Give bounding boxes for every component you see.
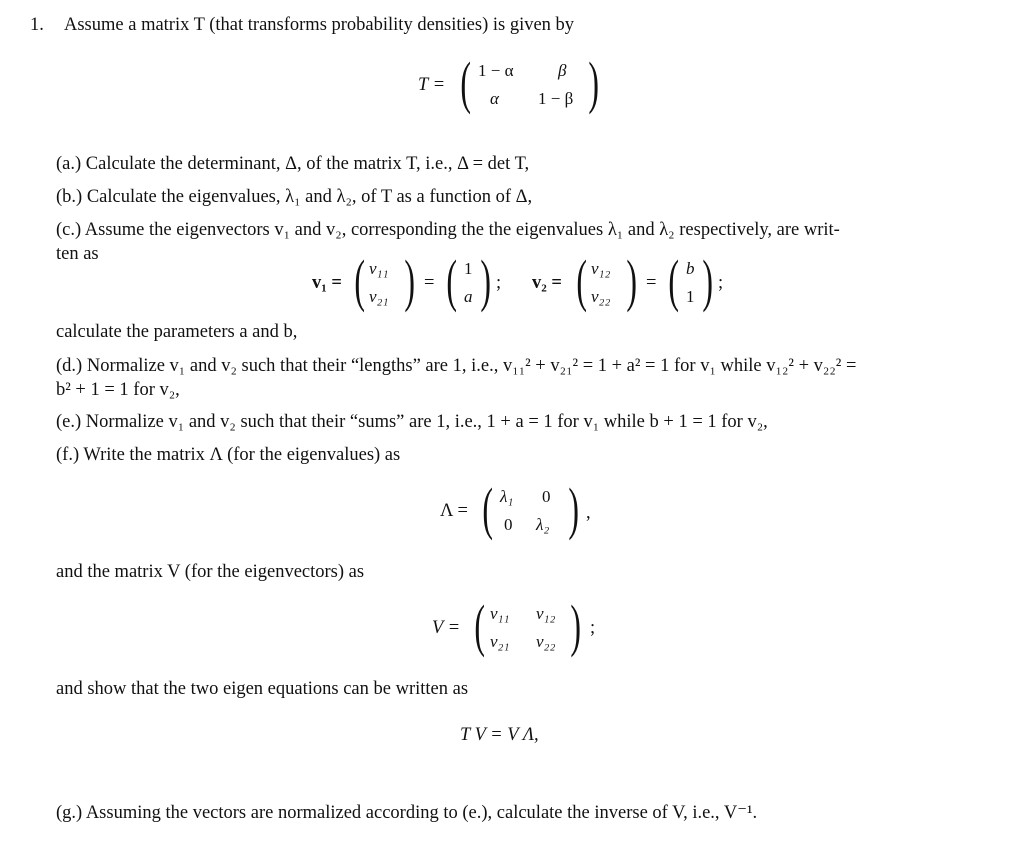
part-f-end: and show that the two eigen equations can be written as bbox=[56, 679, 469, 699]
matrix-lambda-a11: λ₁ bbox=[500, 487, 514, 506]
matrix-lambda-paren-open: ( bbox=[482, 476, 493, 541]
vector-v1-paren-open: ( bbox=[354, 248, 365, 313]
problem-intro: Assume a matrix T (that transforms probability densities) is given by bbox=[64, 15, 575, 35]
vector-v1-end: ; bbox=[496, 273, 502, 293]
part-d-line2: b² + 1 = 1 for v₂, bbox=[56, 380, 180, 400]
vector-v2-d1: b bbox=[686, 259, 695, 278]
part-f bbox=[56, 446, 400, 465]
vector-v1-d2: a bbox=[464, 287, 473, 306]
matrix-lambda-paren-close: ) bbox=[568, 476, 579, 541]
part-c-line2: ten as bbox=[56, 244, 99, 264]
part-c-line1 bbox=[56, 221, 840, 240]
part-e bbox=[56, 413, 768, 432]
part-a-label: (a.) bbox=[56, 154, 82, 174]
vector-v1-paren-close: ) bbox=[404, 248, 415, 313]
part-g bbox=[56, 804, 757, 823]
matrix-lambda-lhs: Λ = bbox=[440, 501, 468, 521]
part-f-label: (f.) bbox=[56, 445, 80, 465]
part-g-label: (g.) bbox=[56, 803, 83, 823]
problem-number: 1. bbox=[30, 15, 44, 35]
part-d-line1 bbox=[56, 357, 856, 376]
matrix-lambda-end: , bbox=[586, 503, 591, 523]
vector-v1-c2: v₂₁ bbox=[369, 287, 389, 306]
matrix-lambda-a12: 0 bbox=[542, 487, 551, 506]
matrix-v-a11: v₁₁ bbox=[490, 604, 510, 623]
vector-v2-paren2-close: ) bbox=[702, 248, 713, 313]
part-c-text: Assume the eigenvectors v₁ and v₂, corresponding the the eigenvalues λ₁ and λ₂ respectively, are writ- bbox=[84, 220, 840, 240]
matrix-v bbox=[432, 593, 612, 658]
matrix-t bbox=[418, 50, 608, 115]
matrix-v-a22: v₂₂ bbox=[536, 632, 556, 651]
part-f-text: Write the matrix Λ (for the eigenvalues) as bbox=[83, 445, 401, 465]
eigen-equation: T V = V Λ, bbox=[460, 725, 539, 745]
part-e-text: Normalize v₁ and v₂ such that their “sums” are 1, i.e., 1 + a = 1 for v₁ while b + 1 = 1 for v₂, bbox=[85, 412, 768, 432]
vector-v2-paren-close: ) bbox=[626, 248, 637, 313]
part-c-label: (c.) bbox=[56, 220, 82, 240]
vector-v2-c1: v₁₂ bbox=[591, 259, 611, 278]
part-b-label: (b.) bbox=[56, 187, 83, 207]
matrix-v-paren-close: ) bbox=[570, 593, 581, 658]
vector-v1-eq: = bbox=[424, 273, 435, 293]
matrix-lambda-a22: λ₂ bbox=[536, 515, 550, 534]
part-b bbox=[56, 188, 532, 207]
vector-v2 bbox=[532, 248, 724, 313]
vector-v2-paren-open: ( bbox=[576, 248, 587, 313]
part-d-text: Normalize v₁ and v₂ such that their “lengths” are 1, i.e., v₁₁² + v₂₁² = 1 + a² = 1 for v₁ while v₁₂² + v₂₂² = bbox=[86, 356, 857, 376]
matrix-v-a12: v₁₂ bbox=[536, 604, 556, 623]
vector-v1-d1: 1 bbox=[464, 259, 473, 278]
matrix-v-lhs: V = bbox=[432, 618, 461, 638]
part-a-text: Calculate the determinant, Δ, of the matrix T, i.e., Δ = det T, bbox=[85, 154, 530, 174]
matrix-t-right-paren: ) bbox=[588, 50, 599, 115]
vector-v2-c2: v₂₂ bbox=[591, 287, 611, 306]
matrix-t-a21: α bbox=[490, 89, 499, 108]
matrix-v-paren-open: ( bbox=[474, 593, 485, 658]
matrix-lambda bbox=[440, 476, 610, 541]
matrix-lambda-a21: 0 bbox=[504, 515, 513, 534]
matrix-t-a12: β bbox=[558, 61, 567, 80]
vector-v2-paren2-open: ( bbox=[668, 248, 679, 313]
part-g-text: Assuming the vectors are normalized according to (e.), calculate the inverse of V, i.e., V⁻¹. bbox=[85, 803, 758, 823]
matrix-t-lhs: T = bbox=[418, 75, 446, 95]
matrix-t-a22: 1 − β bbox=[538, 89, 574, 108]
vector-v2-end: ; bbox=[718, 273, 724, 293]
vector-v1 bbox=[312, 248, 502, 313]
part-f-mid: and the matrix V (for the eigenvectors) as bbox=[56, 562, 365, 582]
part-d-label: (d.) bbox=[56, 356, 83, 376]
matrix-t-left-paren: ( bbox=[460, 50, 471, 115]
matrix-v-end: ; bbox=[590, 618, 596, 638]
vector-v2-lhs: v₂ = bbox=[532, 273, 562, 293]
vector-v2-d2: 1 bbox=[686, 287, 695, 306]
vector-v2-eq: = bbox=[646, 273, 657, 293]
matrix-v-a21: v₂₁ bbox=[490, 632, 510, 651]
part-b-text: Calculate the eigenvalues, λ₁ and λ₂, of T as a function of Δ, bbox=[86, 187, 533, 207]
vector-v1-c1: v₁₁ bbox=[369, 259, 389, 278]
part-a bbox=[56, 155, 529, 174]
part-e-label: (e.) bbox=[56, 412, 82, 432]
matrix-t-a11: 1 − α bbox=[478, 61, 514, 80]
vector-v1-lhs: v₁ = bbox=[312, 273, 342, 293]
vector-v1-paren2-close: ) bbox=[480, 248, 491, 313]
part-c-after: calculate the parameters a and b, bbox=[56, 322, 298, 342]
vector-v1-paren2-open: ( bbox=[446, 248, 457, 313]
